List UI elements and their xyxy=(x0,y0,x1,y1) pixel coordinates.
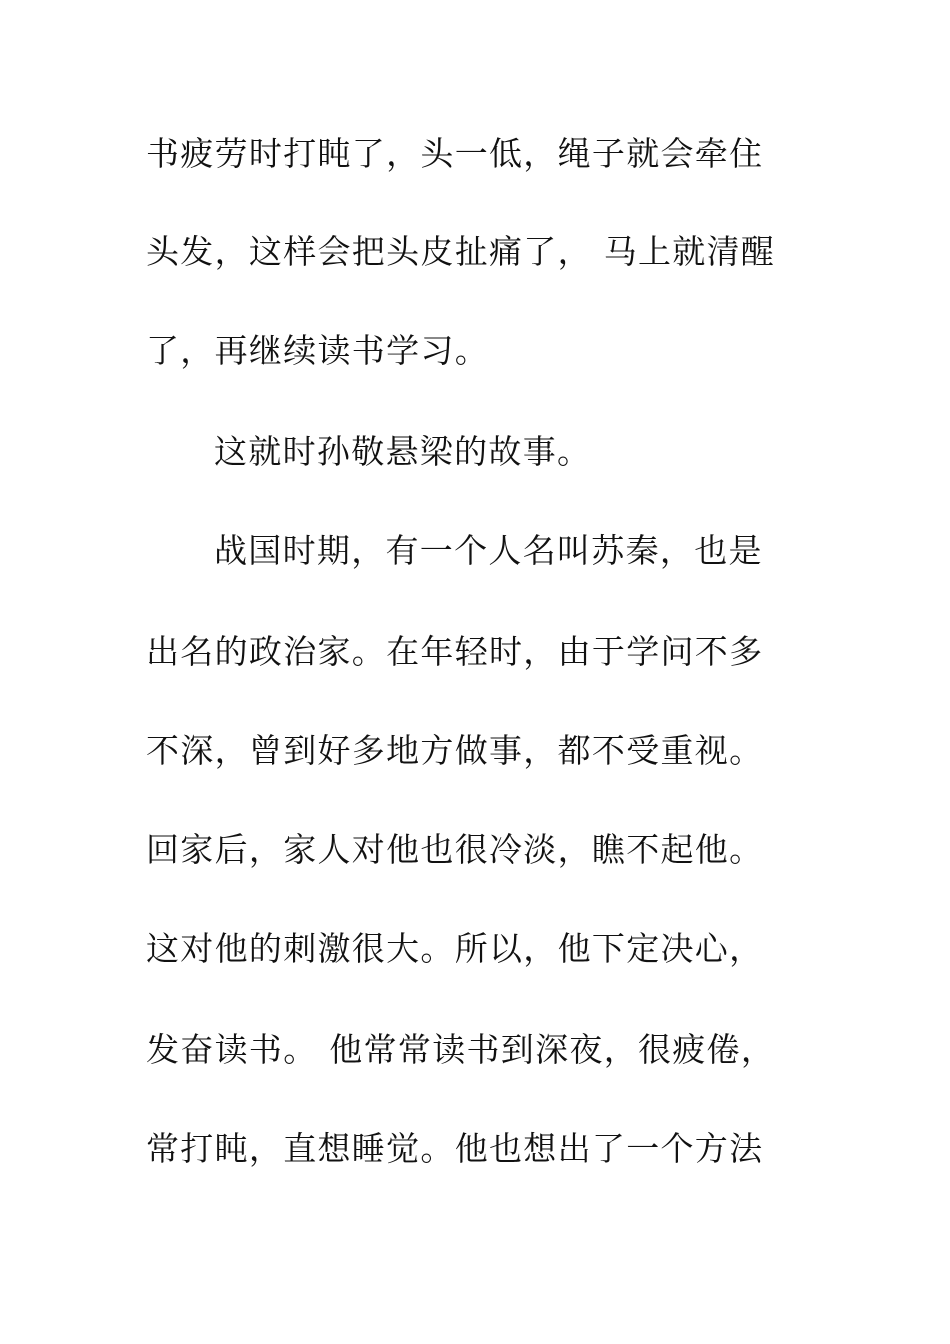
text-line-4: 这就时孙敬悬梁的故事。 xyxy=(214,432,592,471)
text-line-11: 常打盹，直想睡觉。他也想出了一个方法 xyxy=(146,1129,764,1168)
text-line-3: 了，再继续读书学习。 xyxy=(146,331,489,370)
text-line-5: 战国时期，有一个人名叫苏秦，也是 xyxy=(214,531,763,570)
text-line-9: 这对他的刺激很大。所以，他下定决心， xyxy=(146,929,764,968)
text-line-2: 头发，这样会把头皮扯痛了， 马上就清醒 xyxy=(146,232,776,271)
text-line-6: 出名的政治家。在年轻时，由于学问不多 xyxy=(146,632,764,671)
text-line-7: 不深，曾到好多地方做事，都不受重视。 xyxy=(146,731,764,770)
text-line-1: 书疲劳时打盹了，头一低，绳子就会牵住 xyxy=(146,134,764,173)
text-line-8: 回家后，家人对他也很冷淡，瞧不起他。 xyxy=(146,830,764,869)
text-line-10: 发奋读书。 他常常读书到深夜，很疲倦， xyxy=(146,1030,776,1069)
